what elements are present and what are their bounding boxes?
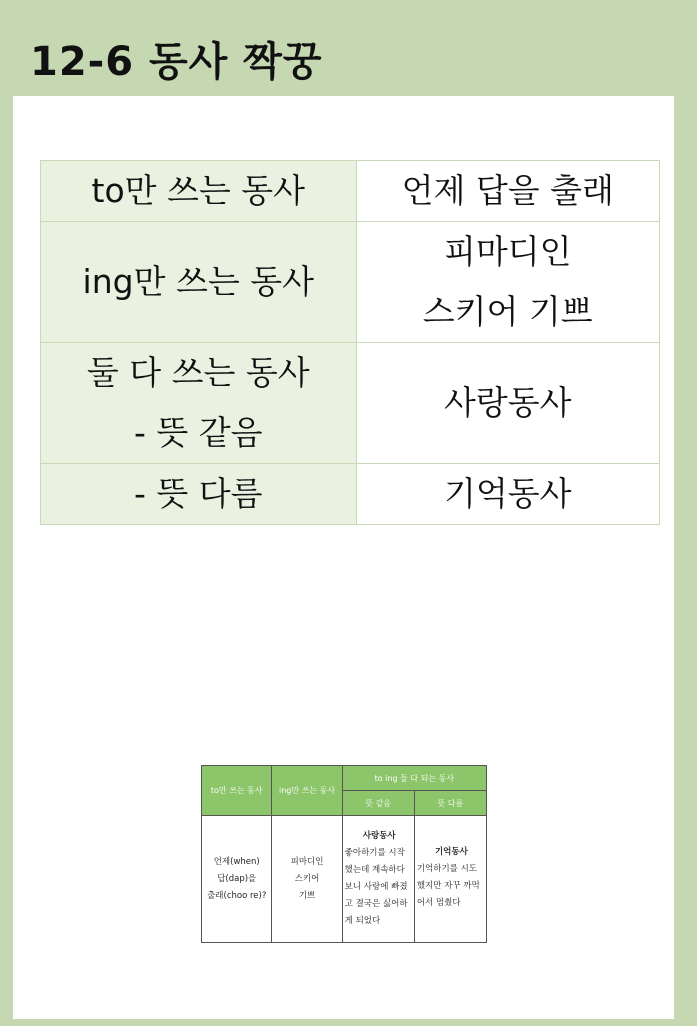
- page-title: 12-6 동사 짝꿍: [30, 39, 323, 85]
- table-row: [202, 766, 487, 791]
- verb-category-cell: to만 쓰는 동사: [41, 161, 357, 222]
- header-same-meaning: 뜻 같음: [342, 791, 414, 816]
- verb-category-cell: ing만 쓰는 동사: [41, 222, 357, 343]
- same-meaning-cell: 사랑동사 좋아하기를 시작 했는데 계속하다 보니 사랑에 빠졌 고 결국은 싫어하 게 되었다: [342, 816, 414, 943]
- table-row: [202, 816, 487, 943]
- mnemonic-cell: 언제 답을 출래: [356, 161, 660, 222]
- header-both: to ing 둘 다 되는 동사: [342, 766, 486, 791]
- verb-category-cell: - 뜻 다름: [41, 464, 357, 525]
- ing-only-cell: 피마디인 스키어 기쁘: [272, 816, 342, 943]
- content-panel: [13, 96, 674, 1019]
- header-diff-meaning: 뜻 다름: [414, 791, 486, 816]
- table-row: [41, 222, 660, 343]
- header-ing-only: ing만 쓰는 동사: [272, 766, 342, 816]
- table-row: [41, 343, 660, 464]
- verb-pair-table: [40, 160, 660, 525]
- verb-category-cell: 둘 다 쓰는 동사 - 뜻 같음: [41, 343, 357, 464]
- diff-meaning-cell: 기억동사 기억하기를 시도 했지만 자꾸 까먹 어서 멈췄다: [414, 816, 486, 943]
- mnemonic-cell: 피마디인 스키어 기쁘: [356, 222, 660, 343]
- mnemonic-cell: 사랑동사: [356, 343, 660, 464]
- mnemonic-cell: 기억동사: [356, 464, 660, 525]
- table-row: [41, 464, 660, 525]
- table-row: [41, 161, 660, 222]
- header-to-only: to만 쓰는 동사: [202, 766, 272, 816]
- to-only-cell: 언제(when) 답(dap)을 출래(choo re)?: [202, 816, 272, 943]
- summary-table: [201, 765, 487, 943]
